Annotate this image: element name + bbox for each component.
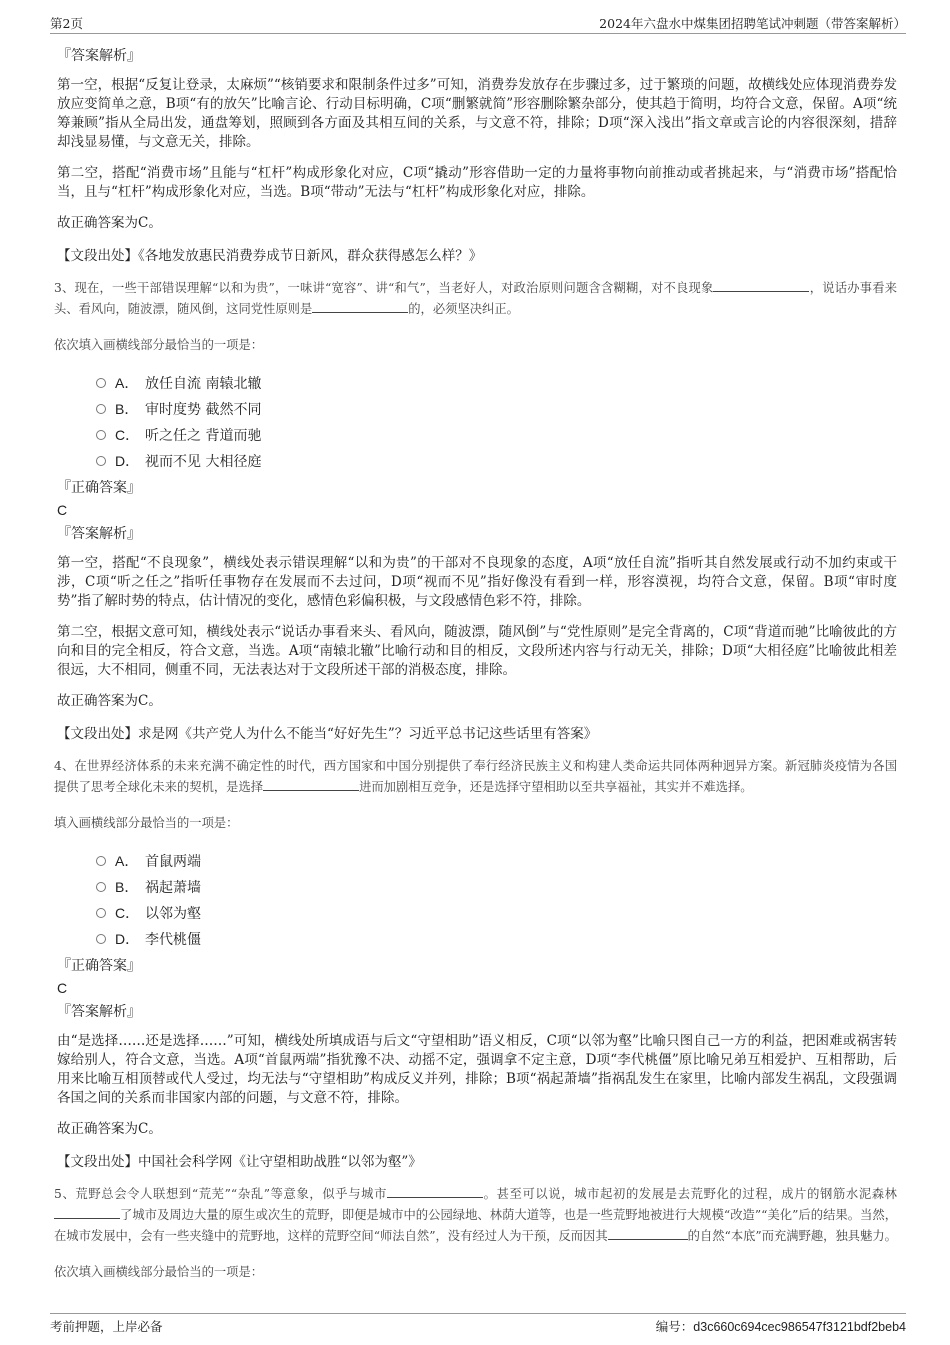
q3-option-b[interactable] xyxy=(96,396,897,422)
code-label: 编号： xyxy=(655,1319,694,1334)
q3-stem-part-1: 3、现在，一些干部错误理解“以和为贵”，一味讲“宽容”、讲“和气”，当老好人，对政治原则问题含含糊糊，对不良现象 xyxy=(54,281,714,295)
q3-option-d[interactable] xyxy=(96,448,897,474)
radio-button[interactable] xyxy=(96,908,106,918)
q3-option-c[interactable] xyxy=(96,422,897,448)
option-letter: B． xyxy=(115,401,139,417)
q4-stem xyxy=(54,756,897,798)
answer-blank xyxy=(312,300,408,313)
radio-button[interactable] xyxy=(96,882,106,892)
radio-button[interactable] xyxy=(96,456,106,466)
document-title: 2024年六盘水中煤集团招聘笔试冲刺题（带答案解析） xyxy=(599,16,906,31)
radio-button[interactable] xyxy=(96,856,106,866)
answer-blank xyxy=(54,1206,120,1219)
q4-option-d[interactable] xyxy=(96,926,897,952)
answer-blank xyxy=(713,279,809,292)
q4-stem-part-2: 进而加剧相互竞争，还是选择守望相助以至共享福祉，其实并不难选择。 xyxy=(359,780,753,794)
q2-source-text: 《各地发放惠民消费券成节日新风，群众获得感怎么样？》 xyxy=(138,248,483,264)
q4-instruction: 填入画横线部分最恰当的一项是： xyxy=(54,816,239,830)
analysis-label: 『答案解析』 xyxy=(57,1004,141,1020)
q5-stem xyxy=(54,1184,897,1247)
code-value: d3c660c694cec986547f3121bdf2beb4 xyxy=(693,1320,906,1334)
option-letter: C． xyxy=(115,427,140,443)
option-text: 以邻为壑 xyxy=(145,906,201,922)
page-number: 第2页 xyxy=(50,16,83,31)
correct-answer-label: 『正确答案』 xyxy=(57,480,141,496)
q4-option-b[interactable] xyxy=(96,874,897,900)
analysis-label: 『答案解析』 xyxy=(57,48,141,64)
q4-options xyxy=(96,848,897,952)
q4-stem-part-1: 4、在世界经济体系的未来充满不确定性的时代，西方国家和中国分别提供了奉行经济民族主义和构建人类命运共同体两种迥异方案。新冠肺炎疫情为各国提供了思考全球化未来的契机，是选择 xyxy=(54,759,897,794)
option-text: 审时度势 截然不同 xyxy=(145,402,262,418)
q4-option-c[interactable] xyxy=(96,900,897,926)
q3-stem-part-3: 的，必须坚决纠正。 xyxy=(408,302,519,316)
q4-source xyxy=(57,1153,897,1172)
page-footer xyxy=(50,1313,906,1333)
q5-instruction: 依次填入画横线部分最恰当的一项是： xyxy=(54,1265,264,1279)
option-letter: D． xyxy=(115,453,140,469)
q4-answer: C xyxy=(57,980,68,996)
option-letter: D． xyxy=(115,931,140,947)
analysis-label: 『答案解析』 xyxy=(57,526,141,542)
radio-button[interactable] xyxy=(96,430,106,440)
correct-answer-label: 『正确答案』 xyxy=(57,958,141,974)
option-text: 视而不见 大相径庭 xyxy=(145,454,262,470)
answer-blank xyxy=(263,778,359,791)
option-text: 李代桃僵 xyxy=(145,932,201,948)
source-label: 【文段出处】 xyxy=(57,1154,138,1170)
page-header xyxy=(50,14,906,34)
option-letter: A． xyxy=(115,375,139,391)
q3-stem-part-2: ，说话办事看来头、看风向，随波漂，随风倒，这同党性原则是 xyxy=(54,281,897,316)
q2-analysis-para-1: 第一空，根据“反复让登录，太麻烦”“核销要求和限制条件过多”可知，消费券发放存在步骤过多，过于繁琐的问题，故横线处应体现消费券发放应变简单之意，B项“有的放矢”比喻言论、行动目标明确，C项“删繁就简”形容删除繁杂部分，使其趋于简明，均符合文意，保留。A项“统筹兼顾”指从全局出发，通盘筹划，照顾到各方面及其相互间的关系，与文意不符，排除；D项“深入浅出”指文章或言论的内容很深刻，措辞却浅显易懂，与文意无关，排除。 xyxy=(57,77,897,150)
q2-source xyxy=(57,247,897,266)
q5-stem-part-4: 的自然“本底”而充满野趣，独具魅力。 xyxy=(687,1229,897,1243)
option-text: 听之任之 背道而驰 xyxy=(145,428,262,444)
option-text: 放任自流 南辕北辙 xyxy=(145,376,262,392)
q4-analysis-para-1: 由“是选择……还是选择……”可知，横线处所填成语与后文“守望相助”语义相反，C项“以邻为壑”比喻只图自己一方的利益，把困难或祸害转嫁给别人，符合文意，当选。A项“首鼠两端”指犹豫不决、动摇不定，强调拿不定主意，D项“李代桃僵”原比喻兄弟互相爱护、互相帮助，后用来比喻互相顶替或代人受过，均无法与“守望相助”构成反义并列，排除；B项“祸起萧墙”指祸乱发生在家里，比喻内部发生祸乱，文段强调各国之间的关系而非国家内部的问题，与文意不符，排除。 xyxy=(57,1033,897,1106)
source-label: 【文段出处】 xyxy=(57,248,138,264)
q4-source-text: 中国社会科学网《让守望相助战胜“以邻为壑”》 xyxy=(138,1154,422,1170)
q2-analysis-para-2: 第二空，搭配“消费市场”且能与“杠杆”构成形象化对应，C项“撬动”形容借助一定的力量将事物向前推动或者挑起来，与“消费市场”搭配恰当，且与“杠杆”构成形象化对应，当选。B项“带动”无法与“杠杆”构成形象化对应，排除。 xyxy=(57,165,897,200)
q3-conclusion: 故正确答案为C。 xyxy=(57,693,162,709)
document-body xyxy=(54,44,897,1281)
q3-source xyxy=(57,725,897,744)
q3-answer: C xyxy=(57,502,68,518)
q3-stem xyxy=(54,278,897,320)
q3-source-text: 求是网《共产党人为什么不能当“好好先生”？习近平总书记这些话里有答案》 xyxy=(138,726,598,742)
option-letter: A． xyxy=(115,853,139,869)
radio-button[interactable] xyxy=(96,378,106,388)
q3-options xyxy=(96,370,897,474)
footer-slogan: 考前押题，上岸必备 xyxy=(50,1319,163,1334)
option-letter: B． xyxy=(115,879,139,895)
q5-stem-part-2: 。甚至可以说，城市起初的发展是去荒野化的过程，成片的钢筋水泥森林 xyxy=(483,1187,897,1201)
q3-option-a[interactable] xyxy=(96,370,897,396)
option-text: 首鼠两端 xyxy=(145,854,201,870)
q5-stem-part-1: 5、荒野总会令人联想到“荒芜”“杂乱”等意象，似乎与城市 xyxy=(54,1187,388,1201)
answer-blank xyxy=(387,1185,483,1198)
q4-option-a[interactable] xyxy=(96,848,897,874)
answer-blank xyxy=(608,1227,688,1240)
q3-instruction: 依次填入画横线部分最恰当的一项是： xyxy=(54,338,264,352)
option-text: 祸起萧墙 xyxy=(145,880,201,896)
q3-analysis-para-1: 第一空，搭配“不良现象”，横线处表示错误理解“以和为贵”的干部对不良现象的态度，A项“放任自流”指听其自然发展或行动不加约束或干涉，C项“听之任之”指听任事物存在发展而不去过问，D项“视而不见”指好像没有看到一样，形容漠视，均符合文意，保留。B项“审时度势”指了解时势的特点，估计情况的变化，感情色彩偏积极，与文段感情色彩不符，排除。 xyxy=(57,555,897,609)
radio-button[interactable] xyxy=(96,404,106,414)
q3-analysis-para-2: 第二空，根据文意可知，横线处表示“说话办事看来头、看风向，随波漂，随风倒”与“党性原则”是完全背离的，C项“背道而驰”比喻彼此的方向和目的完全相反，符合文意，当选。A项“南辕北辙”比喻行动和目的相反，文段所述内容与行动无关，排除；D项“大相径庭”比喻彼此相差很远，大不相同，侧重不同，无法表达对于文段所述干部的消极态度，排除。 xyxy=(57,624,897,678)
option-letter: C． xyxy=(115,905,140,921)
q4-conclusion: 故正确答案为C。 xyxy=(57,1121,162,1137)
q2-conclusion: 故正确答案为C。 xyxy=(57,215,162,231)
document-code xyxy=(656,1317,906,1335)
radio-button[interactable] xyxy=(96,934,106,944)
source-label: 【文段出处】 xyxy=(57,726,138,742)
q5-stem-part-3: 了城市及周边大量的原生或次生的荒野，即便是城市中的公园绿地、林荫大道等，也是一些荒野地被进行大规模“改造”“美化”后的结果。当然，在城市发展中，会有一些夹缝中的荒野地，这样的荒野空间“师法自然”，没有经过人为干预，反而因其 xyxy=(54,1208,897,1243)
